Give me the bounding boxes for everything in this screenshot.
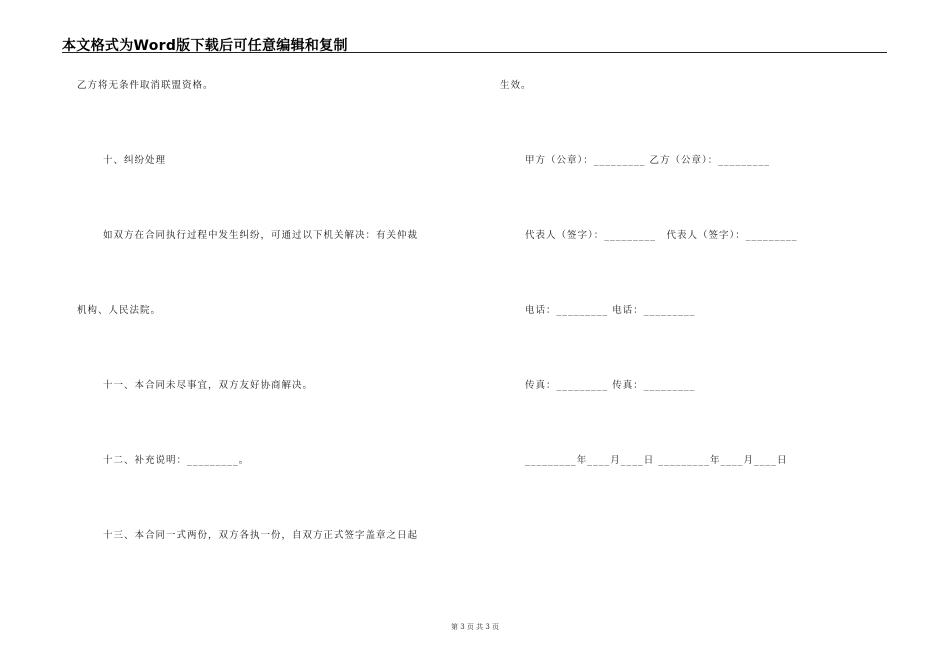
clause-ten-title: 十、纠纷处理 [103,155,167,166]
clause-twelve: 十二、补充说明：_________。 [103,455,250,466]
phone-line: 电话：_________ 电话：_________ [525,305,696,316]
clause-ten-body-line-2: 机构、人民法院。 [77,305,162,316]
fax-line: 传真：_________ 传真：_________ [525,380,696,391]
clause-nine-tail: 乙方将无条件取消联盟资格。 [77,80,214,91]
clause-ten-body-line-1: 如双方在合同执行过程中发生纠纷，可通过以下机关解决：有关仲裁 [103,230,419,241]
clause-thirteen-line-1: 十三、本合同一式两份，双方各执一份，自双方正式签字盖章之日起 [103,530,419,541]
clause-eleven: 十一、本合同未尽事宜，双方友好协商解决。 [103,380,314,391]
date-line: _________年____月____日 _________年____月____日 [525,455,788,466]
document-header-title: 本文格式为Word版下载后可任意编辑和复制 [62,38,348,54]
seal-signature-line: 甲方（公章）：_________ 乙方（公章）：_________ [525,155,771,166]
clause-thirteen-tail: 生效。 [500,80,532,91]
header-divider [62,52,887,53]
page-number-footer: 第 3 页 共 3 页 [450,623,500,631]
representative-signature-line: 代表人（签字）：_________ 代表人（签字）：_________ [525,230,798,241]
